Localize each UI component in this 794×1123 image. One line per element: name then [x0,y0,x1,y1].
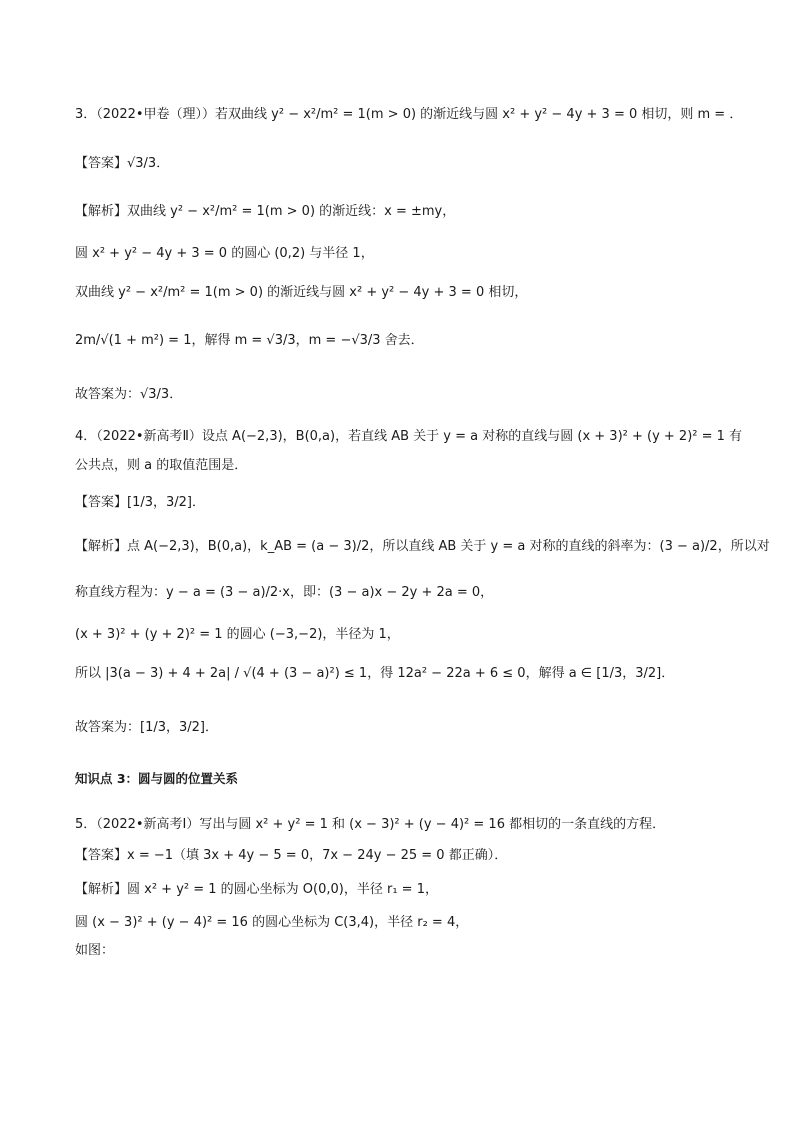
q4-answer: 【答案】[1/3，3/2]． [75,495,205,510]
q5-analysis-3: 如图： [75,943,115,958]
q5-answer: 【答案】x = −1（填 3x + 4y − 5 = 0，7x − 24y − 25 = 0 都正确）． [75,848,508,863]
q3-question: 3．（2022•甲卷（理））若双曲线 y² − x²/m² = 1(m > 0) 的渐近线与圆 x² + y² − 4y + 3 = 0 相切，则 m = ． [75,107,743,122]
knowledge-point-3-heading: 知识点 3：圆与圆的位置关系 [75,771,239,786]
q3-final: 故答案为：√3/3． [75,387,183,402]
q3-answer: 【答案】√3/3． [75,156,170,171]
q4-analysis-4: 所以 |3(a − 3) + 4 + 2a| / √(4 + (3 − a)²) ≤ 1，得 12a² − 22a + 6 ≤ 0，解得 a ∈ [1/3，3/2]． [75,666,675,681]
q4-question-line-1: 4．（2022•新高考Ⅱ）设点 A(−2,3)，B(0,a)，若直线 AB 关于 y = a 对称的直线与圆 (x + 3)² + (y + 2)² = 1 有 [75,429,743,444]
q4-analysis-1: 【解析】点 A(−2,3)，B(0,a)，k_AB = (a − 3)/2，所以直线 AB 关于 y = a 对称的直线的斜率为：(3 − a)/2，所以对 [75,539,770,554]
q3-analysis-4: 2m/√(1 + m²) = 1，解得 m = √3/3，m = −√3/3 舍去． [75,333,424,348]
q3-analysis-2: 圆 x² + y² − 4y + 3 = 0 的圆心 (0,2) 与半径 1， [75,246,374,261]
q4-analysis-2: 称直线方程为：y − a = (3 − a)/2·x，即：(3 − a)x − 2y + 2a = 0， [75,585,494,600]
q3-analysis-1: 【解析】双曲线 y² − x²/m² = 1(m > 0) 的渐近线：x = ±my， [75,204,456,219]
q4-question-line-2: 公共点，则 a 的取值范围是． [75,458,248,473]
q5-analysis-2: 圆 (x − 3)² + (y − 4)² = 16 的圆心坐标为 C(3,4)，半径 r₂ = 4， [75,915,469,930]
q4-final: 故答案为：[1/3，3/2]． [75,720,218,735]
q5-analysis-1: 【解析】圆 x² + y² = 1 的圆心坐标为 O(0,0)，半径 r₁ = 1， [75,882,438,897]
q5-question: 5．（2022•新高考Ⅰ）写出与圆 x² + y² = 1 和 (x − 3)² + (y − 4)² = 16 都相切的一条直线的方程． [75,817,666,832]
q4-analysis-3: (x + 3)² + (y + 2)² = 1 的圆心 (−3,−2)，半径为 1， [75,627,400,642]
q3-analysis-3: 双曲线 y² − x²/m² = 1(m > 0) 的渐近线与圆 x² + y² − 4y + 3 = 0 相切， [75,285,528,300]
